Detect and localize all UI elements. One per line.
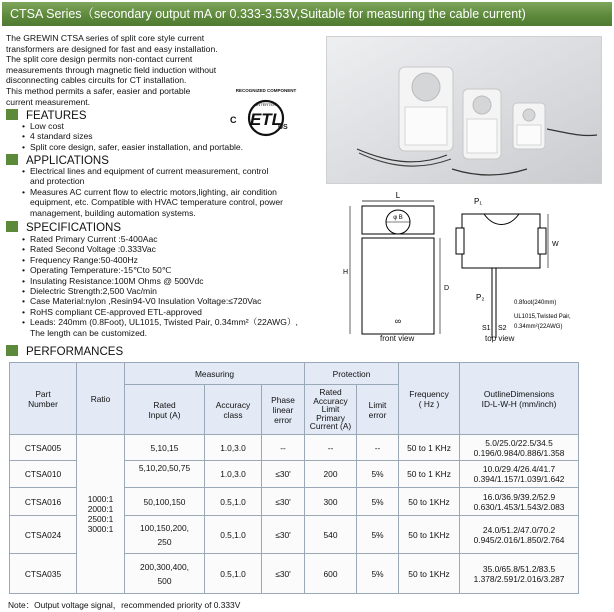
header-frequency [399, 363, 460, 435]
feature-item: • 4 standard sizes [22, 131, 243, 141]
spec-item: • Insulating Resistance:100M Ohms @ 500Vdc [22, 276, 298, 286]
cell-accuracy: 1.0,3.0 [205, 461, 262, 488]
spec-item: • Frequency Range:50-400Hz [22, 255, 298, 265]
dims-mm: 16.0/36.9/39.2/52.9 [482, 491, 556, 502]
label-lead-length: 0.8foot(240mm) [514, 300, 557, 306]
ratio-value: 2000:1 [87, 504, 114, 514]
footnote: Note：Output voltage signal，recommended priority of 0.333V [8, 600, 241, 610]
header-text: Accuracy [313, 395, 348, 406]
cell-rated: 600 [305, 554, 357, 594]
header-text: Number [28, 398, 58, 409]
intro-line: The GREWIN CTSA series of split core style current [6, 33, 205, 43]
header-limit-error [357, 385, 399, 435]
intro-line: transformers are designed for fast and easy installation. [6, 43, 218, 54]
cell-limit: 5% [357, 554, 399, 594]
application-item [22, 187, 283, 218]
label-h: H [342, 269, 348, 276]
header-measuring: Measuring [125, 363, 305, 385]
header-text: ( Hz ) [418, 398, 440, 409]
cell-accuracy: 0.5,1.0 [205, 488, 262, 516]
cell-input: 5,10,15 [125, 435, 205, 461]
header-accuracy-class [205, 385, 262, 435]
header-text: Phase [271, 394, 295, 405]
spec-item: • Case Material:nylon ,Resin94-V0 Insulation Voltage:≤720Vac [22, 296, 298, 306]
spec-leads-cont: The length can be customized. [30, 327, 148, 338]
features-heading-text: FEATURES [26, 110, 87, 122]
header-rated-accuracy-limit [305, 385, 357, 435]
cell-dimensions [460, 516, 579, 554]
label-lead-spec: 0.34mm²(22AWG) [514, 324, 563, 330]
section-square-icon [6, 109, 18, 120]
applications-list [22, 166, 283, 218]
label-s1: S1 [482, 325, 491, 332]
cell-limit: 5% [357, 488, 399, 516]
label-s2: S2 [498, 325, 507, 332]
cell-dimensions [460, 435, 579, 461]
cell-rated: 540 [305, 516, 357, 554]
ratio-value: 2500:1 [87, 514, 114, 524]
header-text: OutlineDimensions [483, 388, 555, 399]
header-text: error [368, 409, 387, 420]
cell-part: CTSA010 [10, 461, 77, 488]
dims-inch: 0.394/1.157/1.039/1.642 [473, 474, 565, 484]
spec-leads: Leads: 240mm (0.8Foot), UL1015, Twisted Pair, 0.34mm²（22AWG）, [30, 317, 298, 328]
cell-rated: 300 [305, 488, 357, 516]
performance-table [9, 362, 579, 594]
cell-limit: 5% [357, 516, 399, 554]
header-outline-dimensions [460, 363, 579, 435]
spec-item: • Dielectric Strength:2,500 Vac/min [22, 286, 298, 296]
application-line: Electrical lines and equipment of current measurement, control [30, 166, 269, 176]
cell-part: CTSA035 [10, 554, 77, 594]
cell-limit: 5% [357, 461, 399, 488]
cell-limit: -- [357, 435, 399, 461]
dims-inch: 0.945/2.016/1.850/2.764 [473, 534, 565, 545]
cell-rated: 200 [305, 461, 357, 488]
header-protection: Protection [305, 363, 399, 385]
label-p1: P₁ [474, 197, 483, 206]
ratio-value: 3000:1 [87, 524, 114, 534]
application-item [22, 166, 283, 187]
cell-input: 50,100,150 [125, 488, 205, 516]
dimension-drawing [334, 188, 604, 346]
header-text: Limit [321, 404, 340, 415]
cell-phase: -- [262, 435, 305, 461]
input-line: 200,300,400, [140, 561, 189, 572]
cell-accuracy: 1.0,3.0 [205, 435, 262, 461]
header-text: Part [35, 388, 51, 399]
dimension-drawing-icon [334, 188, 604, 346]
header-text: Accuracy [215, 399, 251, 410]
spec-item: • Operating Temperature:-15℃to 50℃ [22, 265, 298, 275]
ratio-value: 1000:1 [87, 494, 114, 504]
cell-phase: ≤30' [262, 516, 305, 554]
header-text: error [274, 414, 292, 425]
input-line: 500 [157, 575, 172, 586]
header-text: Input (A) [148, 409, 181, 420]
application-line: equipment, etc. Compatible with HVAC temperature control, power [30, 197, 283, 208]
label-infinity: ∞ [394, 316, 402, 326]
header-text: Current (A) [309, 421, 352, 432]
dims-inch: 0.630/1.453/1.543/2.083 [473, 501, 565, 512]
features-list [22, 121, 243, 152]
input-line: 250 [157, 536, 172, 547]
cell-frequency: 50 to 1KHz [399, 488, 460, 516]
header-text: linear [272, 404, 294, 415]
cell-accuracy: 0.5,1.0 [205, 516, 262, 554]
intro-line: disconnecting cables circuits for CT installation. [6, 75, 187, 86]
cell-input [125, 516, 205, 554]
label-d: D [444, 285, 450, 292]
intro-line: measurements through magnetic field induction without [6, 64, 217, 75]
header-text: Primary [316, 412, 345, 423]
certification-caption: RECOGNIZED COMPONENT [235, 88, 297, 93]
intro-paragraph [6, 33, 238, 107]
label-l: L [395, 191, 401, 200]
dims-mm: 24.0/51.2/47.0/70.2 [482, 524, 556, 535]
feature-item: • Split core design, safer, easier installation, and portable. [22, 142, 243, 152]
applications-heading-text: APPLICATIONS [26, 155, 109, 167]
cell-frequency: 50 to 1 KHz [399, 461, 460, 488]
header-text: Rated [319, 387, 342, 398]
performances-heading-text: PERFORMANCES [26, 346, 124, 358]
dims-mm: 35.0/65.8/51.2/83.5 [482, 563, 556, 574]
header-text: Limit [368, 399, 387, 410]
dims-mm: 5.0/25.0/22.5/34.5 [485, 437, 553, 448]
cell-phase: ≤30' [262, 488, 305, 516]
spec-item: • Rated Second Voltage :0.333Vac [22, 244, 298, 254]
cell-input [125, 554, 205, 594]
front-view-caption: front view [380, 334, 415, 343]
product-photo [326, 36, 602, 184]
cell-dimensions [460, 554, 579, 594]
intro-line: This method permits a safer, easier and portable [6, 85, 191, 96]
cell-ratio [77, 435, 125, 594]
spec-item: • Rated Primary Current :5-400Aac [22, 234, 298, 244]
application-line: and protection [30, 176, 85, 187]
etl-mark-text: ETL [249, 110, 283, 129]
page-title: CTSA Series（secondary output mA or 0.333-3.53V,Suitable for measuring the cable current) [2, 2, 612, 26]
cell-part: CTSA005 [10, 435, 77, 461]
input-line: 100,150,200, [140, 522, 189, 533]
etl-ring-text: INTERTEK [256, 102, 276, 107]
label-w: W [552, 241, 559, 248]
header-rated-input [125, 385, 205, 435]
label-p2: P₂ [476, 293, 485, 302]
specifications-heading-text: SPECIFICATIONS [26, 222, 121, 234]
header-phase-error [262, 385, 305, 435]
dims-mm: 10.0/29.4/26.4/41.7 [482, 464, 556, 474]
intro-line: current measurement. [6, 96, 91, 107]
specifications-list [22, 234, 298, 338]
etl-us-text: US [278, 124, 288, 131]
spec-item: • RoHS compliant CE-approved ETL-approved [22, 307, 298, 317]
feature-item: • Low cost [22, 121, 243, 131]
cell-phase: ≤30' [262, 554, 305, 594]
header-text: Rated [153, 399, 176, 410]
cell-frequency: 50 to 1 KHz [399, 435, 460, 461]
header-text: ID-L-W-H (mm/inch) [481, 398, 557, 409]
etl-c-text: C [230, 115, 237, 125]
section-square-icon [6, 154, 18, 165]
intro-line: The split core design permits non-contact current [6, 54, 193, 65]
cell-frequency: 50 to 1KHz [399, 516, 460, 554]
cell-dimensions [460, 488, 579, 516]
dims-inch: 1.378/2.591/2.016/3.287 [473, 573, 565, 584]
cell-input: 5,10,20,50,75 [125, 461, 205, 488]
cell-rated: -- [305, 435, 357, 461]
cell-dimensions [460, 461, 579, 488]
header-text: class [223, 409, 243, 420]
section-square-icon [6, 221, 18, 232]
cell-accuracy: 0.5,1.0 [205, 554, 262, 594]
header-ratio: Ratio [77, 363, 125, 435]
specifications-heading [6, 221, 121, 234]
spec-item [22, 317, 298, 338]
cell-part: CTSA016 [10, 488, 77, 516]
dims-inch: 0.196/0.984/0.886/1.358 [473, 447, 565, 458]
cell-phase: ≤30' [262, 461, 305, 488]
table-row [10, 435, 579, 461]
top-view-caption: top view [485, 334, 515, 343]
current-transformer-photo-icon [327, 37, 602, 184]
application-line: Measures AC current flow to electric motors,lighting, air condition [30, 186, 277, 197]
cell-frequency: 50 to 1KHz [399, 554, 460, 594]
label-lead-spec: UL1015,Twisted Pair, [514, 314, 571, 320]
application-line: management, building automation systems. [30, 207, 196, 218]
performances-heading [6, 345, 123, 358]
header-part-number [10, 363, 77, 435]
cell-part: CTSA024 [10, 516, 77, 554]
section-square-icon [6, 345, 18, 356]
header-text: Frequency [409, 388, 449, 399]
label-phi-b: φ B [393, 215, 403, 221]
